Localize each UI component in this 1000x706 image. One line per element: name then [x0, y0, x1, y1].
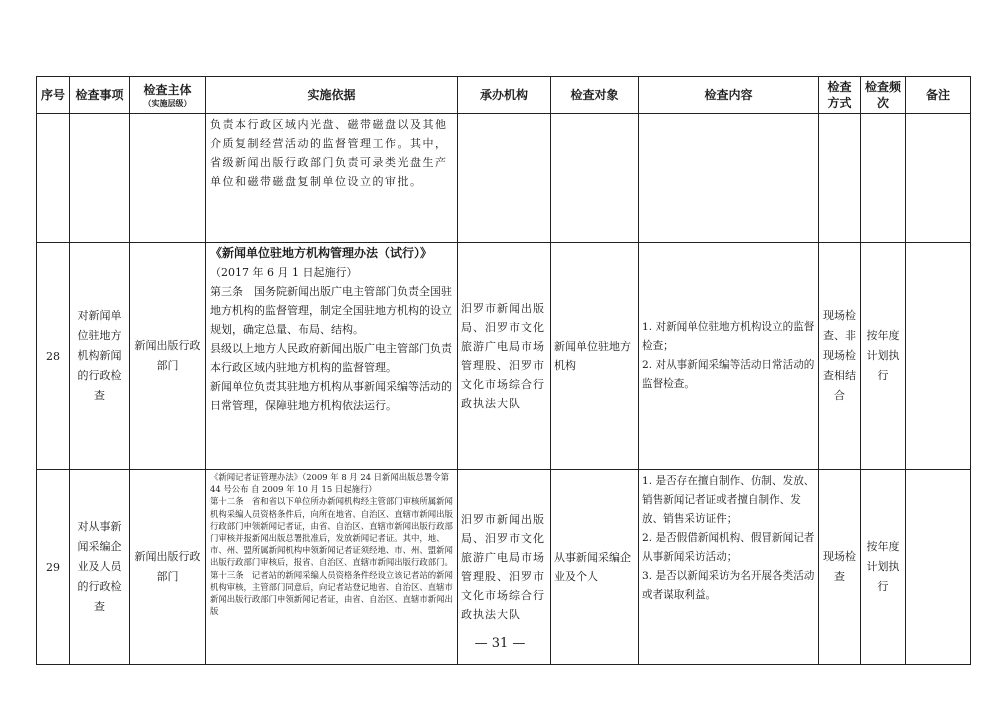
basis-paragraph: 第十二条 省和省以下单位所办新闻机构经主管部门审核所属新闻机构采编人员资格条件后，向所在地省、自治区、直辖市新闻出版行政部门申领新闻记者证，由省、自治区、直辖市新闻出版行政部门审核并报新闻出版总署批准后，发放新闻记者证。其中，地、市、州、盟所属新闻机构申领新闻记者证须经地、市、州、盟新闻出版行政部门审核后，报省、自治区、直辖市新闻出版行政部门。 — [210, 496, 453, 568]
cell-subject: 新闻出版行政部门 — [130, 470, 206, 665]
cell-agency: 汨罗市新闻出版局、汨罗市文化旅游广电局市场管理股、汨罗市文化市场综合行政执法大队 — [458, 470, 551, 665]
content-item: 1. 是否存在擅自制作、仿制、发放、销售新闻记者证或者擅自制作、发放、销售采访证件； — [642, 475, 815, 525]
cell-agency — [458, 114, 551, 243]
cell-seq: 28 — [37, 243, 70, 470]
cell-target: 从事新闻采编企业及个人 — [551, 470, 639, 665]
basis-law-title: 《新闻单位驻地方机构管理办法（试行）》 — [210, 246, 433, 260]
content-item: 2. 对从事新闻采编等活动日常活动的监督检查。 — [642, 359, 815, 390]
basis-law-title: 《新闻记者证管理办法》（2009 年 8 月 24 日新闻出版总署令第 44 号公布 自 2009 年 10 月 15 日起施行） — [210, 472, 450, 495]
table-row-28 — [37, 243, 971, 470]
basis-clip — [210, 471, 453, 617]
cell-method: 现场检查 — [819, 470, 861, 665]
cell-method: 现场检查、非现场检查相结合 — [819, 243, 861, 470]
basis-paragraph: 新闻单位负责其驻地方机构从事新闻采编等活动的日常管理，保障驻地方机构依法运行。 — [210, 380, 452, 412]
header-subject — [130, 77, 206, 114]
header-method: 检查方式 — [819, 77, 861, 114]
document-page — [36, 76, 970, 665]
header-content: 检查内容 — [639, 77, 819, 114]
cell-method — [819, 114, 861, 243]
header-item: 检查事项 — [70, 77, 130, 114]
basis-law-date: （2017 年 6 月 1 日起施行） — [210, 266, 358, 279]
cell-content — [639, 114, 819, 243]
page-number: — 31 — — [474, 636, 526, 651]
cell-item: 对新闻单位驻地方机构新闻的行政检查 — [70, 243, 130, 470]
cell-seq: 29 — [37, 470, 70, 665]
table-header-row — [37, 77, 971, 114]
header-freq: 检查频次 — [861, 77, 906, 114]
table-row-continuation — [37, 114, 971, 243]
inspection-table — [36, 76, 971, 665]
cell-remark — [906, 243, 971, 470]
content-item: 2. 是否假借新闻机构、假冒新闻记者从事新闻采访活动； — [642, 532, 815, 563]
header-remark: 备注 — [906, 77, 971, 114]
content-item: 1. 对新闻单位驻地方机构设立的监督检查； — [642, 321, 815, 352]
cell-basis: 负责本行政区域内光盘、磁带磁盘以及其他介质复制经营活动的监督管理工作。其中，省级新闻出版行政部门负责可录类光盘生产单位和磁带磁盘复制单位设立的审批。 — [206, 114, 458, 243]
cell-item — [70, 114, 130, 243]
basis-paragraph: 第十三条 记者站的新闻采编人员资格条件经设立该记者站的新闻机构审核，主管部门同意后，向记者站登记地省、自治区、直辖市新闻出版行政部门申领新闻记者证，由省、自治区、直辖市新闻出版 — [210, 569, 453, 617]
header-agency: 承办机构 — [458, 77, 551, 114]
header-subject-sub: （实施层级） — [143, 98, 192, 108]
cell-agency: 汨罗市新闻出版局、汨罗市文化旅游广电局市场管理股、汨罗市文化市场综合行政执法大队 — [458, 243, 551, 470]
header-target: 检查对象 — [551, 77, 639, 114]
content-item: 3. 是否以新闻采访为名开展各类活动或者谋取利益。 — [642, 570, 815, 601]
basis-paragraph: 第三条 国务院新闻出版广电主管部门负责全国驻地方机构的监督管理，制定全国驻地方机构的设立规划，确定总量、布局、结构。 — [210, 285, 452, 336]
header-seq: 序号 — [37, 77, 70, 114]
cell-freq — [861, 114, 906, 243]
cell-target — [551, 114, 639, 243]
cell-freq: 按年度计划执行 — [861, 470, 906, 665]
cell-basis — [206, 243, 458, 470]
basis-paragraph: 县级以上地方人民政府新闻出版广电主管部门负责本行政区域内驻地方机构的监督管理。 — [210, 342, 452, 374]
cell-target: 新闻单位驻地方机构 — [551, 243, 639, 470]
cell-item: 对从事新闻采编企业及人员的行政检查 — [70, 470, 130, 665]
cell-content — [639, 243, 819, 470]
cell-subject: 新闻出版行政部门 — [130, 243, 206, 470]
cell-remark — [906, 114, 971, 243]
cell-subject — [130, 114, 206, 243]
header-basis: 实施依据 — [206, 77, 458, 114]
cell-seq — [37, 114, 70, 243]
cell-freq: 按年度计划执行 — [861, 243, 906, 470]
header-subject-label: 检查主体 — [143, 83, 192, 97]
